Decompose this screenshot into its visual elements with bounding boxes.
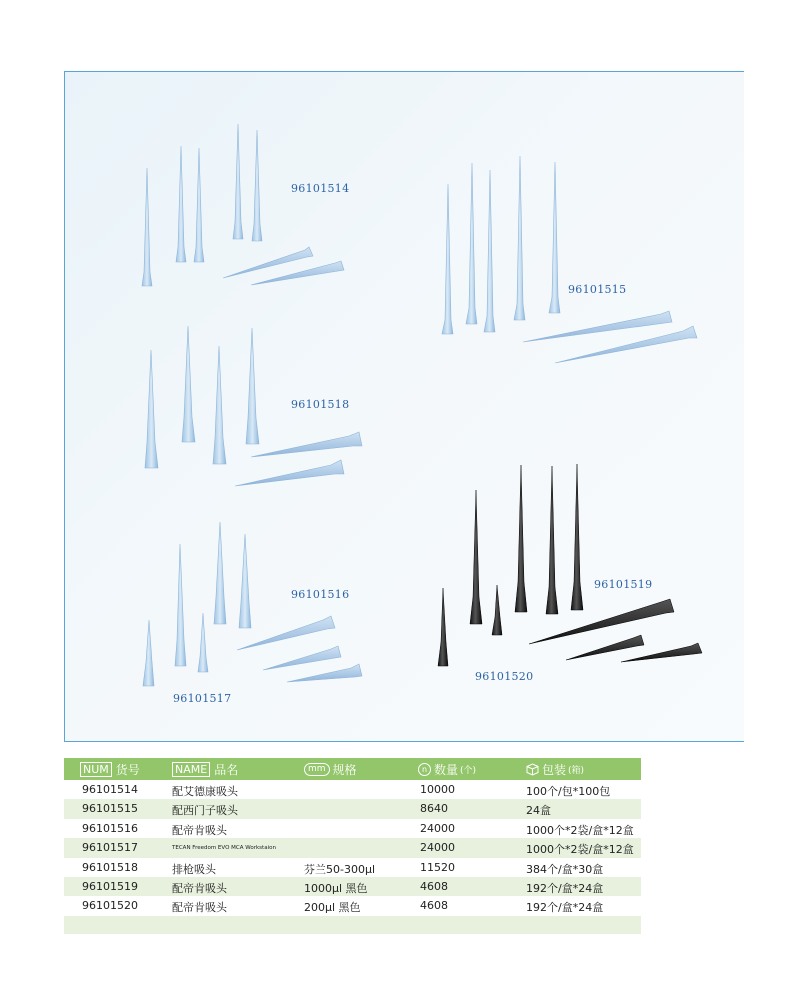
cell-size: 1000μl 黑色 xyxy=(304,881,368,895)
cell-num: 96101520 xyxy=(82,899,138,913)
cell-name: TECAN Freedom EVO MCA Workstaion xyxy=(172,845,276,852)
header-size xyxy=(304,761,357,778)
product-code-label: 96101514 xyxy=(291,182,350,195)
name-tag: NAME xyxy=(172,762,210,777)
pipette-tips-illustration xyxy=(65,72,745,743)
header-size-label: 规格 xyxy=(332,763,357,777)
table-row xyxy=(64,780,641,799)
cell-name: 配帝肯吸头 xyxy=(172,881,227,895)
product-code-label: 96101520 xyxy=(475,670,534,683)
tip-group-96101519-96101520 xyxy=(438,464,702,666)
cell-num: 96101517 xyxy=(82,841,138,855)
table-row xyxy=(64,858,641,877)
qty-tag: n xyxy=(418,763,431,776)
cell-name: 排枪吸头 xyxy=(172,862,216,876)
cell-qty: 4608 xyxy=(420,879,448,893)
cell-name: 配帝肯吸头 xyxy=(172,823,227,837)
header-qty xyxy=(418,761,476,778)
cell-qty: 11520 xyxy=(420,860,455,874)
header-name-label: 品名 xyxy=(214,763,239,777)
size-tag: mm xyxy=(304,763,330,776)
header-num-label: 货号 xyxy=(115,763,140,777)
cell-name: 配帝肯吸头 xyxy=(172,901,227,915)
product-photo-panel xyxy=(64,71,744,742)
table-row xyxy=(64,799,641,818)
tip-group-96101515 xyxy=(442,156,697,363)
cell-num: 96101516 xyxy=(82,821,138,835)
cell-pack: 24盒 xyxy=(526,804,551,818)
cell-num: 96101514 xyxy=(82,783,138,796)
header-pack xyxy=(526,761,584,778)
cell-qty: 4608 xyxy=(420,899,448,913)
product-code-label: 96101517 xyxy=(173,692,232,705)
product-code-label: 96101516 xyxy=(291,588,350,601)
table-row xyxy=(64,819,641,838)
table-row xyxy=(64,838,641,857)
header-name xyxy=(172,761,238,778)
cell-pack: 384个/盒*30盒 xyxy=(526,862,604,876)
cell-qty: 24000 xyxy=(420,841,455,855)
tip-group-96101514 xyxy=(142,124,344,286)
cell-size: 芬兰50-300μl xyxy=(304,862,376,876)
tip-group-96101516-96101517 xyxy=(143,522,362,686)
header-num xyxy=(80,761,140,778)
cell-name: 配艾德康吸头 xyxy=(172,785,238,798)
cell-pack: 1000个*2袋/盒*12盒 xyxy=(526,843,634,857)
product-code-label: 96101518 xyxy=(291,398,350,411)
product-code-label: 96101515 xyxy=(568,283,627,296)
num-tag: NUM xyxy=(80,762,112,777)
table-header xyxy=(64,758,641,780)
cell-pack: 192个/盒*24盒 xyxy=(526,901,604,915)
cell-num: 96101515 xyxy=(82,802,138,816)
cell-size: 200μl 黑色 xyxy=(304,901,361,915)
cell-qty: 8640 xyxy=(420,802,448,816)
header-pack-label: 包装 xyxy=(542,763,567,777)
box-icon xyxy=(526,763,539,776)
cell-num: 96101519 xyxy=(82,879,138,893)
cell-name: 配西门子吸头 xyxy=(172,804,238,818)
product-spec-table xyxy=(64,758,641,935)
cell-pack: 1000个*2袋/盒*12盒 xyxy=(526,823,634,837)
table-row xyxy=(64,877,641,896)
product-code-label: 96101519 xyxy=(594,578,653,591)
cell-qty: 10000 xyxy=(420,783,455,796)
table-row xyxy=(64,896,641,915)
cell-pack: 192个/盒*24盒 xyxy=(526,881,604,895)
cell-pack: 100个/包*100包 xyxy=(526,785,611,798)
header-qty-unit: (个) xyxy=(460,766,477,776)
cell-qty: 24000 xyxy=(420,821,455,835)
header-pack-unit: (箱) xyxy=(568,766,585,776)
table-footer-band xyxy=(64,916,641,934)
cell-num: 96101518 xyxy=(82,860,138,874)
header-qty-label: 数量 xyxy=(434,763,459,777)
